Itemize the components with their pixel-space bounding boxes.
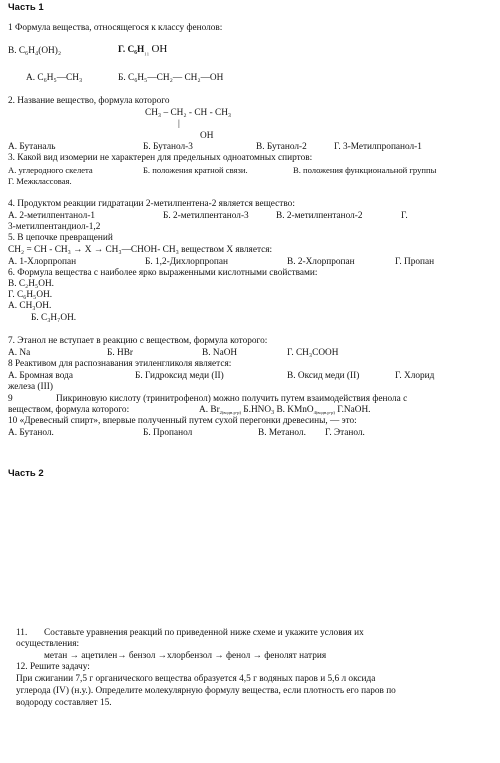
q3-option-d: Г. Межклассовая. — [8, 176, 72, 186]
q2-formula: CH₃ – CH₂ - CH - CH₃ — [145, 108, 232, 118]
q5-option-b: Б. 1,2-Дихлорпропан — [145, 257, 228, 267]
q1-option-g — [118, 44, 167, 58]
q9-option-a: А. Br — [199, 405, 220, 415]
q8-option-a: А. Бромная вода — [8, 371, 73, 381]
q7-option-b: Б. HBr — [107, 348, 133, 358]
q3-text: 3. Какой вид изомерии не характерен для предельных одноатомных спиртов: — [8, 153, 313, 163]
q6-text: 6. Формула вещества с наиболее ярко выраженными кислотными свойствами: — [8, 268, 318, 278]
q9-option-b-sub: 3 — [271, 410, 275, 416]
q2-option-b: Б. Бутанол-3 — [143, 142, 193, 152]
q2-bond: | — [178, 119, 180, 129]
q8-option-d-cont: железа (III) — [8, 382, 53, 392]
q3-option-c: В. положения функциональной группы — [293, 165, 437, 175]
q9-option-c-sub: 4(водн.р-р) — [313, 410, 335, 415]
q12-title: 12. Решите задачу: — [16, 662, 90, 672]
q9-option-b: Б.HNO — [243, 405, 272, 415]
q8-option-d: Г. Хлорид — [395, 371, 435, 381]
q11-chain: метан → ацетилен→ бензол →хлорбензол → фенол → фенолят натрия — [44, 651, 327, 661]
q11-text: Составьте уравнения реакций по приведенной ниже схеме и укажите условия их — [44, 628, 364, 638]
q12-line2: углерода (IV) (н.у.). Определите молекулярную формулу вещества, если плотность его паров по — [16, 686, 396, 696]
part1-title: Часть 1 — [8, 2, 44, 13]
q8-option-b: Б. Гидроксид меди (II) — [135, 371, 224, 381]
q5-chain: CH₂ = CH - CH₃ → X → CH₃—CHOH- CH₃ веществом X является: — [8, 245, 273, 255]
q11-text-cont: осуществления: — [16, 639, 80, 649]
q10-option-b: Б. Пропанол — [143, 428, 193, 438]
q11-number: 11. — [16, 628, 28, 638]
q9-number: 9 — [8, 394, 13, 404]
q8-text: 8 Реактивом для распознавания этиленгликоля является: — [8, 359, 232, 369]
q2-oh: OH — [200, 131, 214, 141]
q1-option-g-part1: Г. C₆H — [118, 45, 145, 55]
q5-option-d: Г. Пропан — [395, 257, 435, 267]
q7-option-d: Г. CH₃COOH — [287, 348, 339, 358]
q2-option-c: В. Бутанол-2 — [256, 142, 307, 152]
q5-option-a: А. 1-Хлорпропан — [8, 257, 77, 267]
q1-option-v: В. C₆H₄(OH)₂ — [8, 46, 62, 56]
q12-line1: При сжигании 7,5 г органического вещества образуется 4,5 г водяных паров и 5,6 л оксида — [16, 674, 376, 684]
q2-option-a: А. Бутаналь — [8, 142, 56, 152]
q6-option-v: В. C₂H₅OH. — [8, 279, 54, 289]
q4-option-a: А. 2-метилпентанол-1 — [8, 211, 96, 221]
q1-option-g-part2: OH — [151, 43, 168, 55]
q10-option-d: Г. Этанол. — [325, 428, 365, 438]
q3-option-b: Б. положения кратной связи. — [143, 165, 248, 175]
q7-text: 7. Этанол не вступает в реакцию с веществом, формула которого: — [8, 336, 268, 346]
q2-text: 2. Название вещество, формула которого — [8, 96, 170, 106]
q7-option-a: А. Na — [8, 348, 31, 358]
q8-option-c: В. Оксид меди (II) — [287, 371, 360, 381]
q6-option-b: Б. C₃H₇OH. — [31, 313, 77, 323]
q4-option-d: 3-метилпентандиол-1,2 — [8, 222, 101, 232]
q2-option-d: Г. 3-Метилпропанол-1 — [334, 142, 422, 152]
q9-option-a-sub: 2(водн.р-р) — [219, 410, 241, 415]
q5-text: 5. В цепочке превращений — [8, 233, 113, 243]
part2-title: Часть 2 — [8, 468, 44, 479]
q6-option-g: Г. C₆H₅OH. — [8, 290, 53, 300]
q6-option-a: А. CH₃OH. — [8, 301, 52, 311]
q9-text-cont: веществом, формула которого: — [8, 405, 130, 415]
q12-line3: водороду составляет 15. — [16, 698, 112, 708]
q9-option-d: Г.NaOH. — [337, 405, 371, 415]
q4-text: 4. Продуктом реакции гидратации 2-метилпентена-2 является вещество: — [8, 199, 295, 209]
q7-option-c: В. NaOH — [202, 348, 238, 358]
q10-option-c: В. Метанол. — [258, 428, 306, 438]
q5-option-c: В. 2-Хлорпропан — [287, 257, 355, 267]
q9-option-c: В. KMnO — [276, 405, 314, 415]
q1-option-b: Б. C₆H₅—CH₂— CH₂—OH — [118, 73, 224, 83]
q1-text: 1 Формула вещества, относящегося к классу фенолов: — [8, 23, 223, 33]
q10-option-a: А. Бутанол. — [8, 428, 54, 438]
q1-option-a: А. C₆H₅—CH₃ — [26, 73, 83, 83]
q3-option-a: А. углеродного скелета — [8, 165, 93, 175]
q4-option-c: В. 2-метилпентанол-2 — [276, 211, 363, 221]
q4-option-b: Б. 2-метилпентанол-3 — [163, 211, 249, 221]
q4-option-d-prefix: Г. — [401, 211, 408, 221]
q9-text: Пикриновую кислоту (тринитрофенол) можно получить путем взаимодействия фенола с — [56, 394, 408, 404]
q10-text: 10 «Древесный спирт», впервые полученный путем сухой перегонки древесины, — это: — [8, 416, 357, 426]
q1-option-g-sub: ₁₁ — [144, 48, 150, 56]
